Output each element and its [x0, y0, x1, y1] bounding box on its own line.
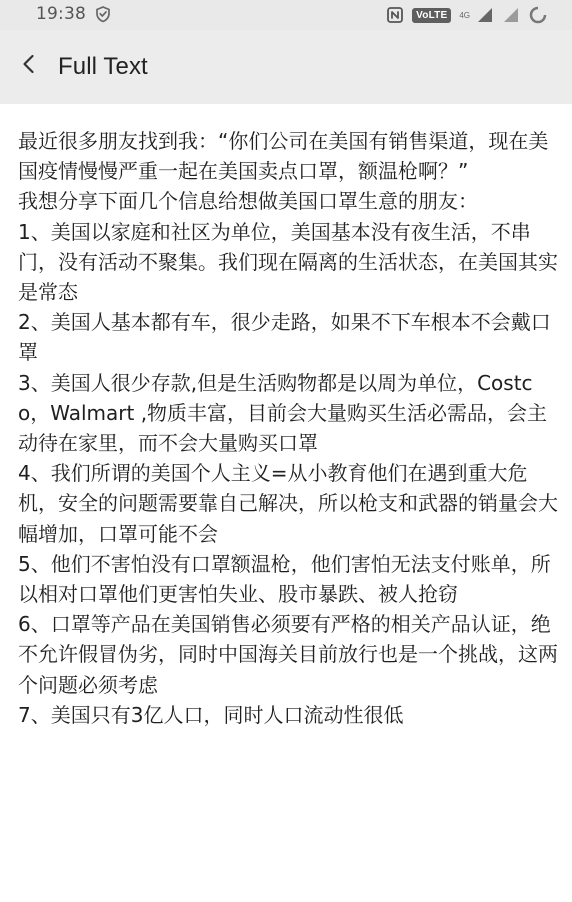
paragraph: 4、我们所谓的美国个人主义=从小教育他们在遇到重大危机，安全的问题需要靠自己解决，所以枪支和武器的销量会大幅增加，口罩可能不会: [18, 461, 558, 546]
status-bar: [0, 0, 572, 30]
status-indicators: [386, 4, 548, 26]
nfc-icon: [386, 6, 404, 24]
status-time: 19:38: [36, 4, 86, 24]
page-title: Full Text: [58, 53, 148, 80]
back-chevron-icon: [17, 52, 41, 79]
paragraph: 3、美国人很少存款,但是生活购物都是以周为单位，Costco，Walmart ,物质丰富，目前会大量购买生活必需品，会主动待在家里，而不会大量购买口罩: [18, 370, 548, 456]
paragraph: 1、美国以家庭和社区为单位，美国基本没有夜生活，不串门，没有活动不聚集。我们现在隔离的生活状态，在美国其实是常态: [18, 219, 558, 305]
app-header: [0, 30, 572, 104]
back-button[interactable]: [15, 51, 43, 79]
full-text-body: [18, 126, 558, 730]
paragraph: 我想分享下面几个信息给想做美国口罩生意的朋友：: [18, 189, 478, 214]
signal-icon: [502, 6, 520, 24]
network-type-label: 4G: [459, 10, 470, 20]
loading-ring-icon: [528, 5, 548, 25]
vpn-shield-icon: [94, 5, 112, 23]
paragraph: 7、美国只有3亿人口，同时人口流动性很低: [18, 702, 404, 727]
signal-icon: [476, 6, 494, 24]
volte-badge: VoLTE: [412, 8, 451, 23]
paragraph: 5、他们不害怕没有口罩额温枪，他们害怕无法支付账单，所以相对口罩他们更害怕失业、股市暴跌、被人抢窃: [18, 551, 551, 607]
paragraph: 6、口罩等产品在美国销售必须要有严格的相关产品认证，绝不允许假冒伪劣，同时中国海关目前放行也是一个挑战，这两个问题必须考虑: [18, 612, 558, 697]
paragraph: 最近很多朋友找到我：“你们公司在美国有销售渠道，现在美国疫情慢慢严重一起在美国卖点口罩，额温枪啊？”: [18, 129, 549, 184]
paragraph: 2、美国人基本都有车，很少走路，如果不下车根本不会戴口罩: [18, 310, 551, 365]
